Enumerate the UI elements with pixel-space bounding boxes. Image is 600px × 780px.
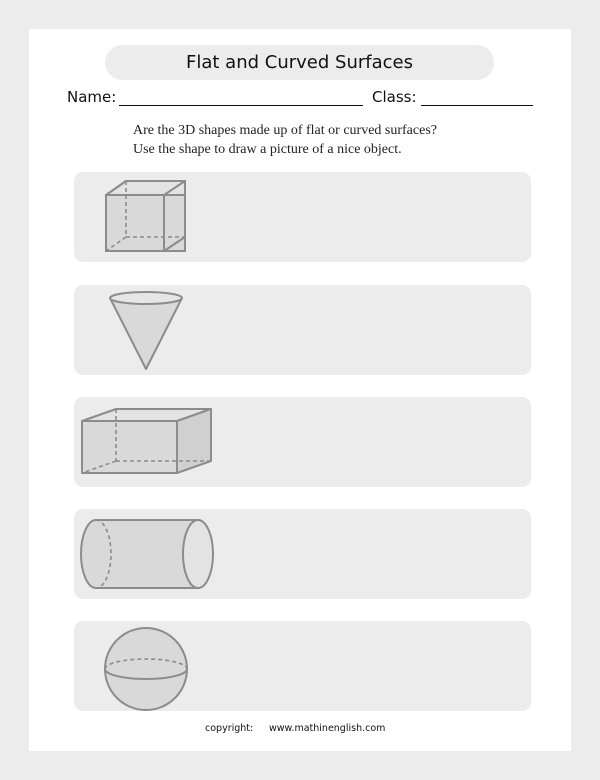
website-link[interactable]: www.mathinenglish.com (269, 723, 386, 734)
copyright-label: copyright: (205, 723, 254, 734)
cone-icon (74, 285, 531, 375)
instruction-line-2: Use the shape to draw a picture of a nice object. (133, 142, 402, 157)
instructions (133, 121, 533, 159)
class-blank-line[interactable] (421, 105, 533, 106)
worksheet-title (105, 45, 494, 80)
shape-drawing-box-5[interactable] (74, 621, 531, 711)
shape-drawing-box-2[interactable] (74, 285, 531, 375)
name-class-row (67, 88, 537, 110)
worksheet-title-text: Flat and Curved Surfaces (186, 52, 413, 73)
shape-drawing-box-3[interactable] (74, 397, 531, 487)
cube-icon (74, 172, 531, 262)
cylinder-icon (74, 509, 531, 599)
sphere-icon (74, 621, 531, 711)
name-blank-line[interactable] (119, 105, 363, 106)
instruction-line-1: Are the 3D shapes made up of flat or curved surfaces? (133, 123, 437, 138)
shape-drawing-box-1[interactable] (74, 172, 531, 262)
class-label: Class: (372, 88, 417, 106)
shape-drawing-box-4[interactable] (74, 509, 531, 599)
rectangular-prism-icon (74, 397, 531, 487)
name-label: Name: (67, 88, 117, 106)
